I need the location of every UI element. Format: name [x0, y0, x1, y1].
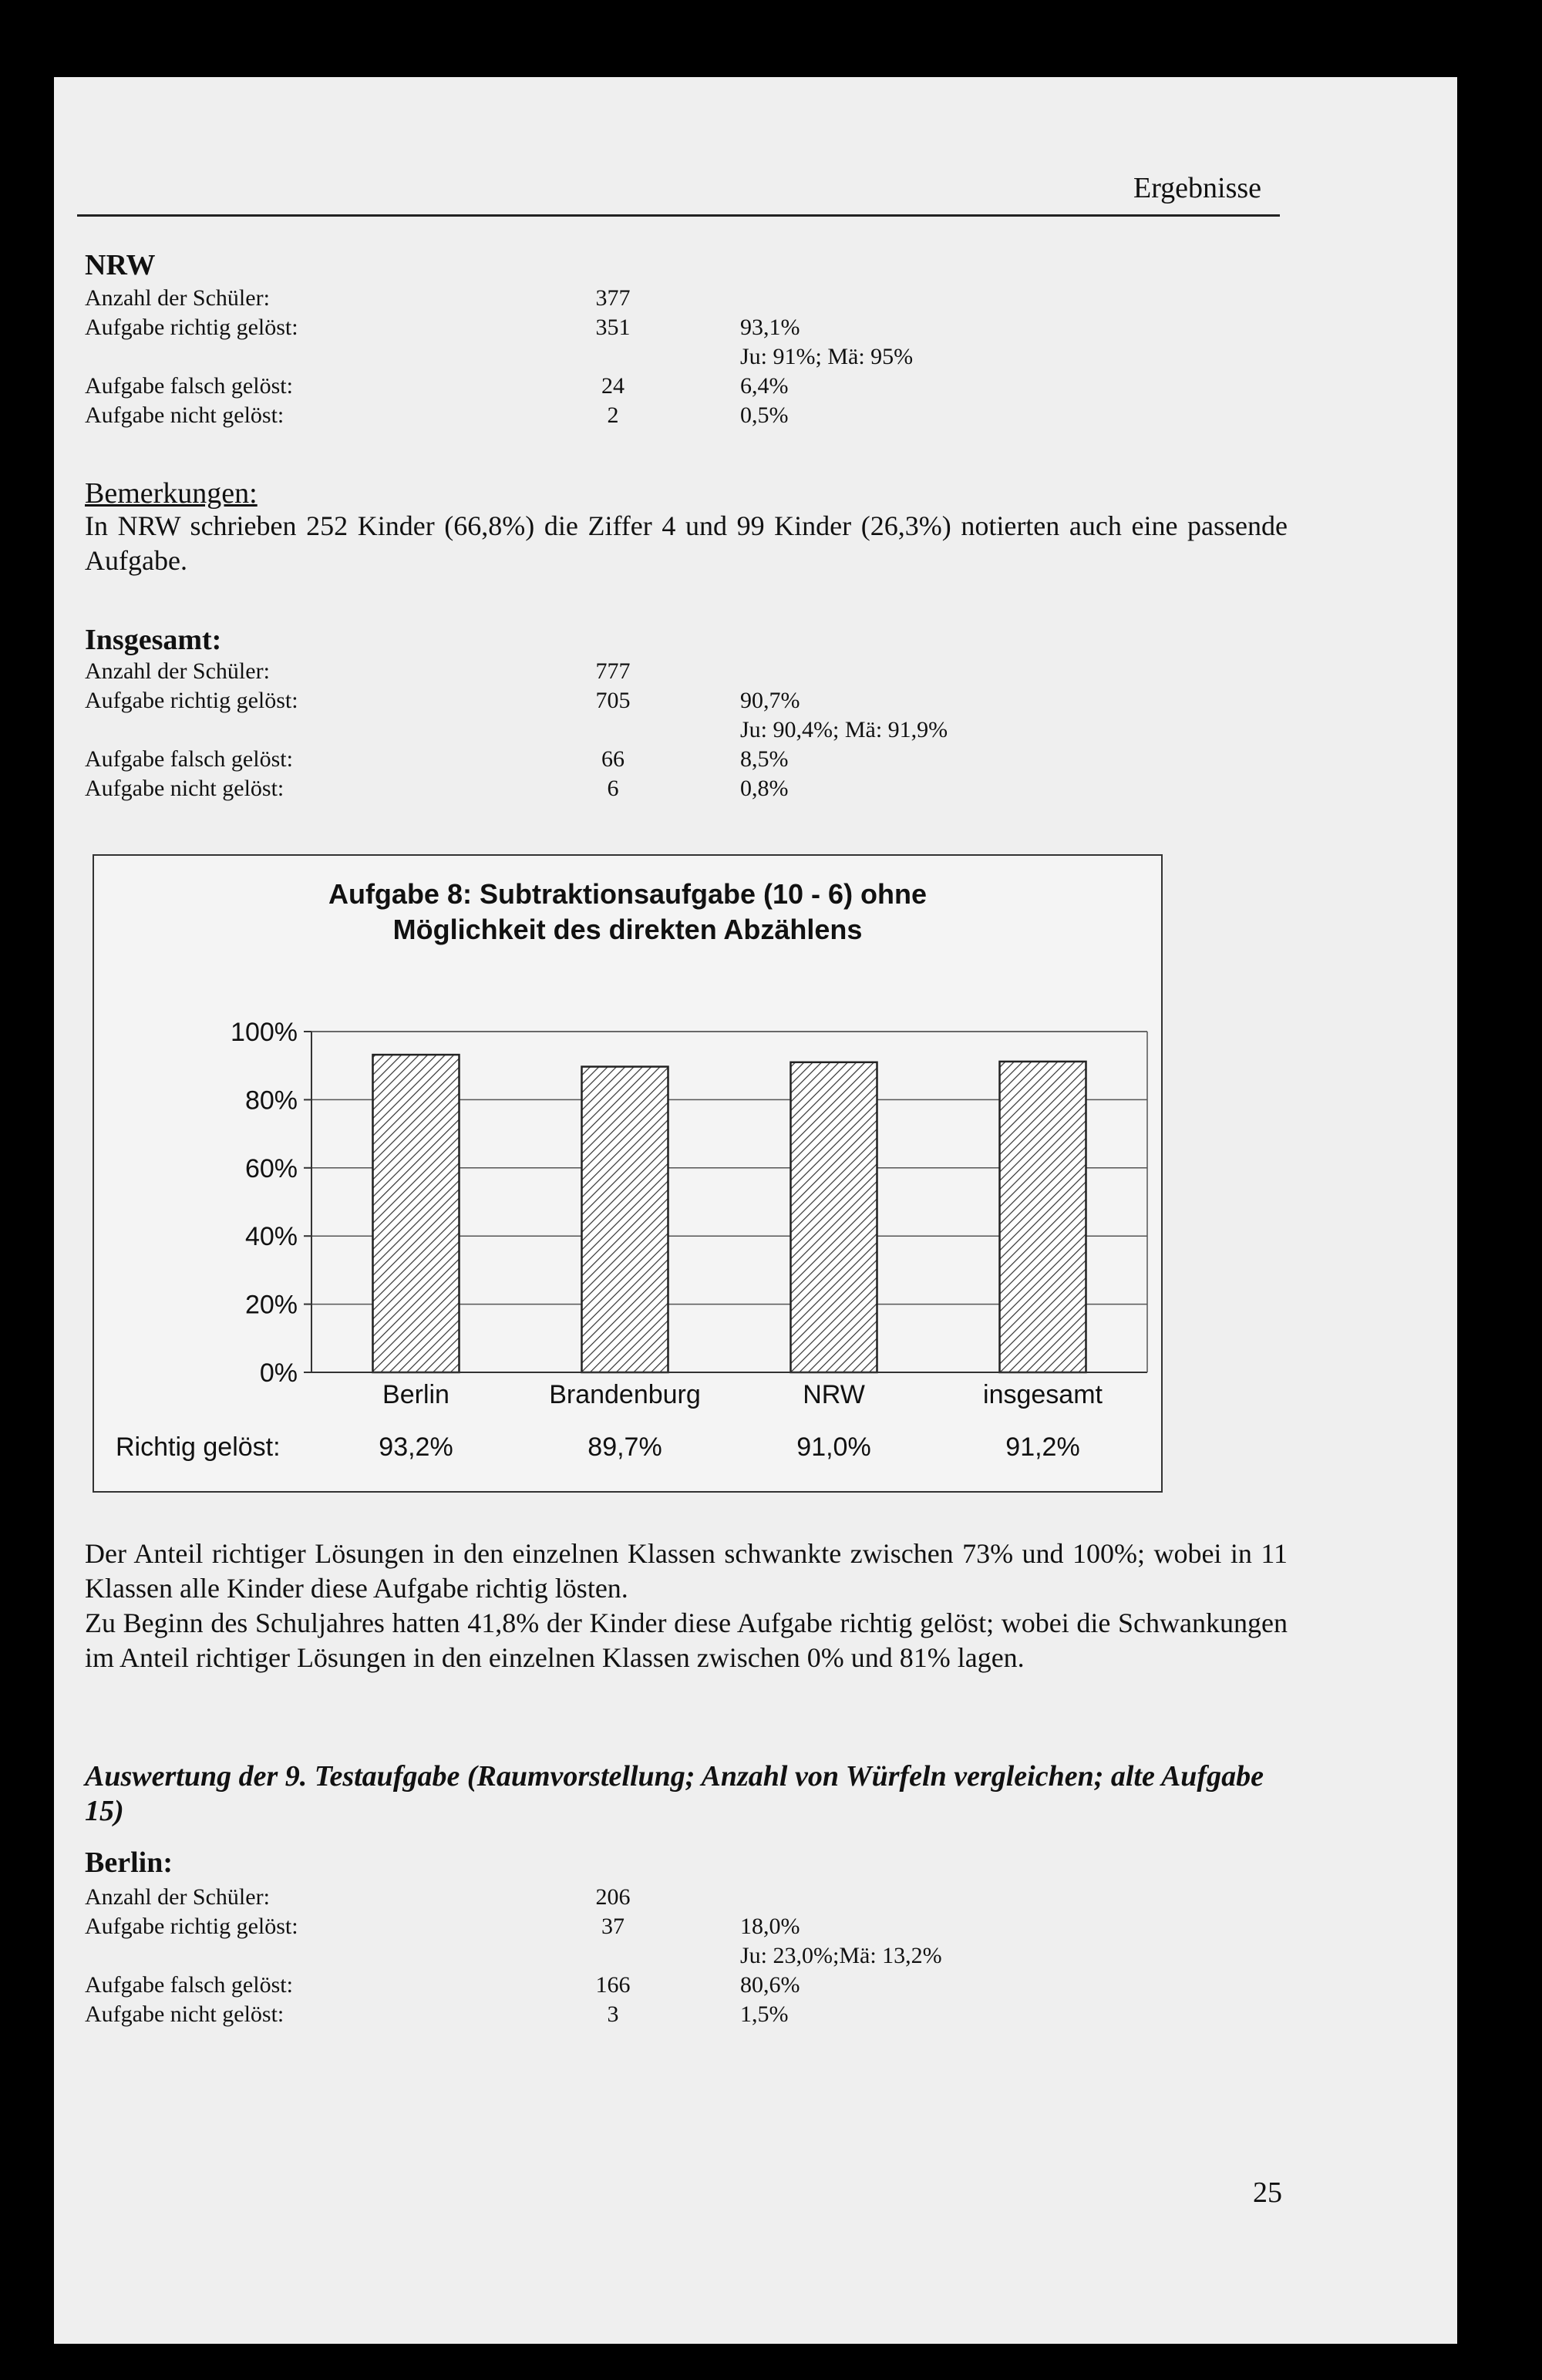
stat-row-unsolved	[85, 401, 1087, 430]
stat-row-gender	[85, 1941, 1087, 1971]
stat-value: 6	[607, 776, 619, 801]
stat-row-correct	[85, 1912, 1087, 1941]
stat-value: 37	[601, 1914, 625, 1939]
stat-label: Aufgabe falsch gelöst:	[85, 373, 293, 399]
y-tick-label: 20%	[244, 1290, 298, 1320]
stat-gender-split: Ju: 91%; Mä: 95%	[740, 344, 914, 369]
stat-value: 351	[595, 315, 631, 340]
stat-value: 377	[595, 285, 631, 311]
y-tick-label: 0%	[259, 1358, 298, 1388]
chart-canvas	[94, 856, 1161, 1491]
stat-percent: 80,6%	[740, 1972, 800, 1998]
berlin-stats	[85, 1883, 1087, 2029]
total-stats	[85, 657, 1087, 803]
value-label: 89,7%	[588, 1432, 662, 1462]
stat-row-unsolved	[85, 2000, 1087, 2029]
stat-label: Aufgabe richtig gelöst:	[85, 688, 298, 713]
stat-percent: 1,5%	[740, 2001, 789, 2027]
bar-chart	[93, 854, 1163, 1493]
stat-gender-split: Ju: 90,4%; Mä: 91,9%	[740, 717, 948, 742]
stat-percent: 93,1%	[740, 315, 800, 340]
stat-value: 24	[601, 373, 625, 399]
stat-value: 777	[595, 658, 631, 684]
stat-row-wrong	[85, 372, 1087, 401]
remarks-heading: Bemerkungen:	[85, 477, 258, 510]
stat-row-unsolved	[85, 774, 1087, 803]
chart-title-line1: Aufgabe 8: Subtraktionsaufgabe (10 - 6) ohne	[328, 878, 928, 910]
stat-percent: 0,8%	[740, 776, 789, 801]
stat-label: Aufgabe richtig gelöst:	[85, 315, 298, 340]
bar-nrw	[791, 1062, 877, 1372]
stat-value: 2	[607, 402, 619, 428]
berlin-heading: Berlin:	[85, 1846, 173, 1879]
category-label: Brandenburg	[549, 1380, 701, 1409]
stat-value: 66	[601, 746, 625, 772]
value-label: 93,2%	[379, 1432, 453, 1462]
y-tick-label: 40%	[244, 1222, 298, 1252]
value-row-label: Richtig gelöst:	[116, 1432, 281, 1462]
y-tick-label: 100%	[231, 1018, 298, 1047]
bars	[373, 1055, 1086, 1372]
stat-label: Aufgabe nicht gelöst:	[85, 2001, 284, 2027]
bar-brandenburg	[582, 1067, 668, 1372]
value-label: 91,0%	[796, 1432, 871, 1462]
stat-percent: 18,0%	[740, 1914, 800, 1939]
stat-row-count	[85, 284, 1087, 313]
section-heading-task9: Auswertung der 9. Testaufgabe (Raumvorstellung; Anzahl von Würfeln vergleichen; alte Aufgabe 15)	[85, 1760, 1264, 1827]
stat-value: 3	[607, 2001, 619, 2027]
stat-label: Aufgabe richtig gelöst:	[85, 1914, 298, 1939]
bar-berlin	[373, 1055, 460, 1372]
total-heading: Insgesamt:	[85, 624, 222, 656]
stat-percent: 6,4%	[740, 373, 789, 399]
remarks-text: In NRW schrieben 252 Kinder (66,8%) die Ziffer 4 und 99 Kinder (26,3%) notierten auch eine passende Aufgabe.	[85, 510, 1288, 576]
stat-percent: 90,7%	[740, 688, 800, 713]
stat-label: Aufgabe falsch gelöst:	[85, 1972, 293, 1998]
stat-label: Anzahl der Schüler:	[85, 658, 270, 684]
stat-row-count	[85, 1883, 1087, 1912]
stat-row-wrong	[85, 745, 1087, 774]
stat-value: 705	[595, 688, 631, 713]
stat-label: Anzahl der Schüler:	[85, 1884, 270, 1910]
stat-label: Anzahl der Schüler:	[85, 285, 270, 311]
stat-value: 166	[595, 1972, 631, 1998]
y-tick-label: 60%	[244, 1153, 298, 1183]
category-label: NRW	[803, 1380, 865, 1409]
stat-row-correct	[85, 313, 1087, 342]
stat-row-count	[85, 657, 1087, 686]
stat-percent: 8,5%	[740, 746, 789, 772]
stat-value: 206	[595, 1884, 631, 1910]
stat-gender-split: Ju: 23,0%;Mä: 13,2%	[740, 1943, 942, 1968]
stat-percent: 0,5%	[740, 402, 789, 428]
running-head: Ergebnisse	[1133, 172, 1262, 204]
value-label: 91,2%	[1005, 1432, 1080, 1462]
paragraph-variation: Der Anteil richtiger Lösungen in den einzelnen Klassen schwankte zwischen 73% und 100%; wobei in 11 Klassen alle Kinder diese Aufgabe richtig lösten.	[85, 1538, 1288, 1604]
stat-row-gender	[85, 342, 1087, 372]
header-rule	[77, 214, 1280, 217]
bar-insgesamt	[1000, 1062, 1086, 1372]
stat-label: Aufgabe nicht gelöst:	[85, 402, 284, 428]
page-number: 25	[1253, 2176, 1282, 2209]
stat-label: Aufgabe nicht gelöst:	[85, 776, 284, 801]
stat-row-gender	[85, 715, 1087, 745]
stat-row-correct	[85, 686, 1087, 715]
stat-label: Aufgabe falsch gelöst:	[85, 746, 293, 772]
chart-title-line2: Möglichkeit des direkten Abzählens	[392, 914, 863, 945]
stat-row-wrong	[85, 1971, 1087, 2000]
nrw-stats	[85, 284, 1087, 430]
y-tick-label: 80%	[244, 1086, 298, 1116]
paragraph-start-of-year: Zu Beginn des Schuljahres hatten 41,8% der Kinder diese Aufgabe richtig gelöst; wobei die Schwankungen im Anteil richtiger Lösungen in den einzelnen Klassen zwischen 0% und 81% lagen.	[85, 1607, 1288, 1673]
nrw-heading: NRW	[85, 249, 156, 281]
category-label: Berlin	[382, 1380, 449, 1409]
category-label: insgesamt	[983, 1380, 1103, 1409]
